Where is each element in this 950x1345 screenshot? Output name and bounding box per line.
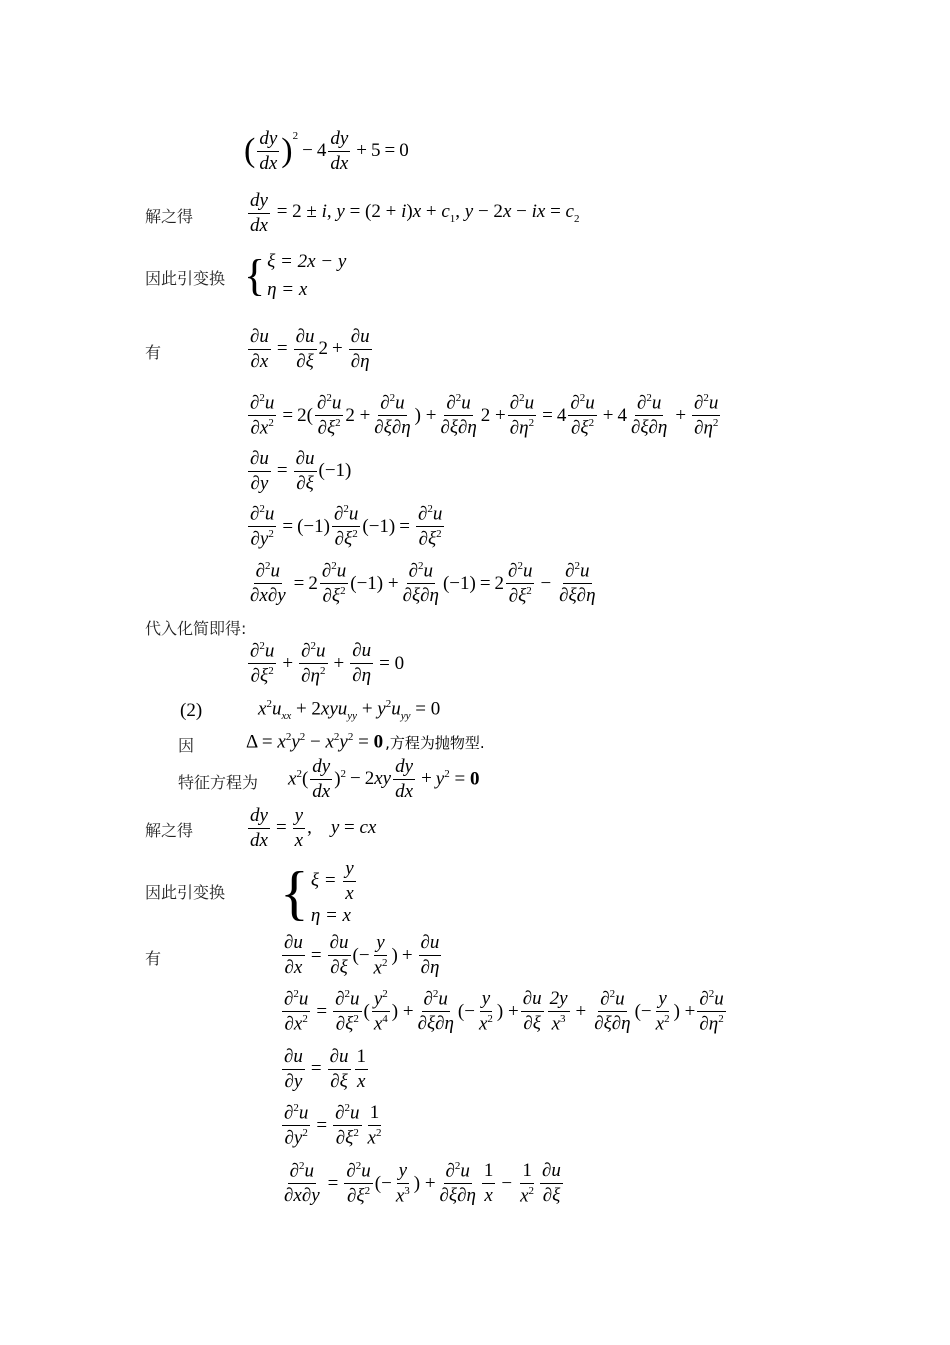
label-substitute: 代入化简即得: xyxy=(145,619,247,638)
eq-pde-2: $x^2u_{xx} + 2xyu_{yy} + y^2u_{yy} = 0$ xyxy=(258,698,441,723)
eq-canonical-1: ∂$^2$u $\partial\xi^2$ + $\frac{\partial^2u}{\partial\eta^2}$ + $\frac{\partial u}{\partial\eta}$ = 0 xyxy=(250,640,405,687)
eq-d2u-dx2-1: $\frac{\partial^2u}{\partial x^2}$ = 2( ∂$^2$u $\partial\xi^2$ 2 + $\frac{\partial^2u}{\partial\xi\partial\eta}$ ) + $\frac{\partial^2u}{\partial\xi\partial\eta}$ 2 + $\frac{\partial^2u}{\partial\eta^2}$ = 4 ∂$^2$u $\partial\xi^2$ + 4 ∂$^2$u ∂ξ∂η + $\frac{\partial^2u}{\partial\eta^2}$ xyxy=(250,392,719,439)
eq-d2u-dxdy-2: $\frac{\partial^2u}{\partial x\partial y}$ = $\frac{\partial^2u}{\partial\xi^2}$ (− $\frac{y}{x^3}$ ) + $\frac{\partial^2u}{\partial\xi\partial\eta}$ 1 x − $\frac{1}{x^2}$ ∂u ∂ξ xyxy=(284,1160,561,1207)
eq-du-dy-1: $\frac{\partial u}{\partial y}$ = $\frac{\partial u}{\partial\xi}$ (−1) xyxy=(250,448,352,494)
eq-discriminant: $\Delta = x^2y^2 - x^2y^2 = 0$ ,方程为抛物型. xyxy=(246,731,485,753)
eq-d2u-dx2-2: $\frac{\partial^2u}{\partial x^2}$ = $\frac{\partial^2u}{\partial\xi^2}$ ( $y^2$ $x^4$ ) + $\frac{\partial^2u}{\partial\xi\partial\eta}$ (− $\frac{y}{x^2}$ ) + $\frac{\partial u}{\partial\xi}$ 2y $x^3$ + $\frac{\partial^2u}{\partial\xi\partial\eta}$ (− $\frac{y}{x^2}$ ) + $\frac{\partial^2u}{\partial\eta^2}$ xyxy=(284,988,724,1035)
label-solve-2: 解之得 xyxy=(145,821,194,840)
label-have-2: 有 xyxy=(145,949,162,968)
eq-transform-2: { ξ = y x η = x xyxy=(280,858,354,926)
eq-du-dx-1: $\frac{\partial u}{\partial x}$ = $\frac{\partial u}{\partial\xi}$ 2 + $\frac{\partial u}{\partial\eta}$ xyxy=(250,326,370,372)
label-have-1: 有 xyxy=(145,343,162,362)
eq-solution-2: $\frac{dy}{dx}$ = $\frac{y}{x}$ , y = cx xyxy=(250,805,377,851)
eq-du-dy-2: $\frac{\partial u}{\partial y}$ = $\frac{\partial u}{\partial\xi}$ 1 x xyxy=(284,1046,366,1092)
eq-solution-1: $\frac{dy}{dx}$ = 2 ± i, $y = (2 + i)x + c_1$, y − 2x − ix = $c_2$ xyxy=(250,190,580,236)
label-transform-1: 因此引变换 xyxy=(145,269,226,288)
eq-characteristic-2: $x^2$( dy dx )$^2$ − 2xy dy dx + $y^2 = 0$ xyxy=(288,756,480,802)
eq-d2u-dxdy-1: $\frac{\partial^2u}{\partial x\partial y}$ = 2 ∂$^2$u $\partial\xi^2$ (−1) + $\frac{\partial^2u}{\partial\xi\partial\eta}$ (−1) = 2 ∂$^2$u $\partial\xi^2$ − $\frac{\partial^2u}{\partial\xi\partial\eta}$ xyxy=(250,560,596,607)
label-char-eq: 特征方程为 xyxy=(178,773,259,792)
label-part-2: (2) xyxy=(180,700,203,721)
label-transform-2: 因此引变换 xyxy=(145,883,226,902)
label-solve-1: 解之得 xyxy=(145,207,194,226)
eq-d2u-dy2-1: $\frac{\partial^2u}{\partial y^2}$ = (−1) ∂$^2$u $\partial\xi^2$ (−1) = $\frac{\partial^2u}{\partial\xi^2}$ xyxy=(250,503,443,550)
label-because: 因 xyxy=(178,736,195,755)
eq-du-dx-2: $\frac{\partial u}{\partial x}$ = $\frac{\partial u}{\partial\xi}$ (− $\frac{y}{x^2}$ ) + $\frac{\partial u}{\partial\eta}$ xyxy=(284,932,440,979)
eq-transform-1: { ξ = 2x − y η = x xyxy=(244,250,347,300)
eq-characteristic-1: ( dy dx ) $^2$ − 4 dy dx + 5 = 0 xyxy=(244,128,409,174)
eq-d2u-dy2-2: $\frac{\partial^2u}{\partial y^2}$ = $\frac{\partial^2u}{\partial\xi^2}$ 1 $x^2$ xyxy=(284,1102,382,1149)
